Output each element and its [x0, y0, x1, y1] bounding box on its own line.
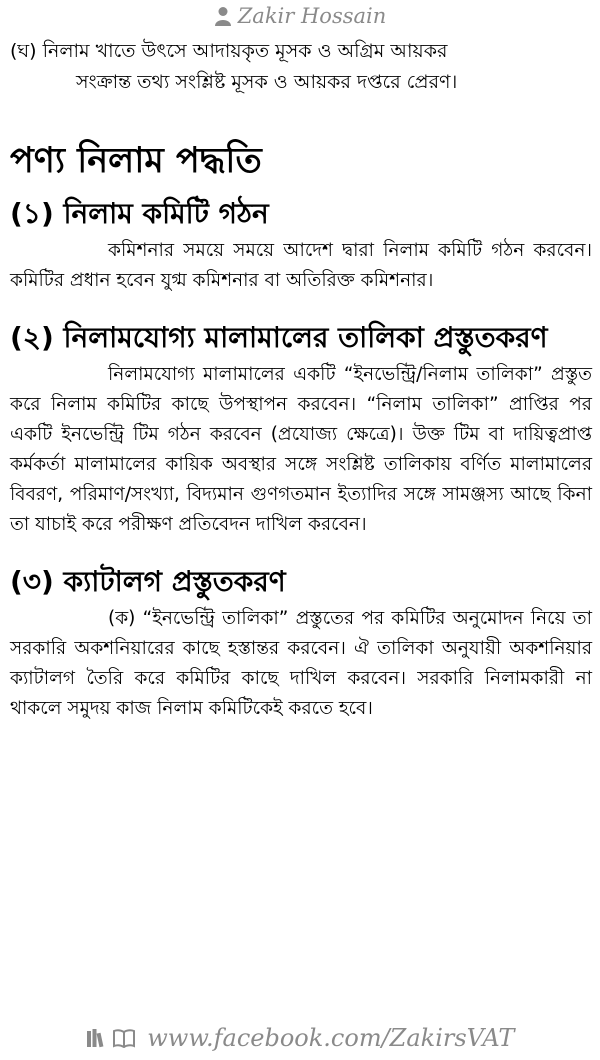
intro-paragraph [10, 36, 592, 98]
intro-line-1: (ঘ) নিলাম খাতে উৎসে আদায়কৃত মূসক ও অগ্রিম আয়কর [10, 40, 448, 62]
page-header [0, 4, 600, 31]
books-icon [86, 1026, 108, 1054]
section-body-2 [10, 360, 592, 540]
section-heading-1: (১) নিলাম কমিটি গঠন [10, 197, 269, 230]
section-text-1: কমিশনার সময়ে সময়ে আদেশ দ্বারা নিলাম কমিটি গঠন করবেন। কমিটির প্রধান হবেন যুগ্ম কমিশনার বা অতিরিক্ত কমিশনার। [10, 240, 592, 291]
author-name: Zakir Hossain [237, 4, 387, 28]
section-heading-3: (৩) ক্যাটালগ প্রস্তুতকরণ [10, 565, 286, 598]
document-page [10, 36, 592, 724]
page-title: পণ্য নিলাম পদ্ধতি [10, 141, 262, 181]
intro-line-2: সংক্রান্ত তথ্য সংশ্লিষ্ট মূসক ও আয়কর দপ্তরে প্রেরণ। [76, 71, 458, 93]
book-icon [112, 1026, 136, 1054]
section-body-3 [10, 604, 592, 724]
facebook-url: www.facebook.com/ZakirsVAT [147, 1024, 515, 1052]
page-footer [0, 1024, 600, 1054]
section-text-2: নিলামযোগ্য মালামালের একটি “ইনভেন্ট্রি/নিলাম তালিকা” প্রস্তুত করে নিলাম কমিটির কাছে উপস্থাপন করবেন। “নিলাম তালিকা” প্রাপ্তির পর একটি ইনভেন্ট্রি টিম গঠন করবেন (প্রযোজ্য ক্ষেত্রে)। উক্ত টিম বা দায়িত্বপ্রাপ্ত কর্মকর্তা মালামালের কায়িক অবস্থার সঙ্গে সংশ্লিষ্ট তালিকায় বর্ণিত মালামালের বিবরণ, পরিমাণ/সংখ্যা, বিদ্যমান গুণগতমান ইত্যাদির সঙ্গে সামঞ্জস্য আছে কিনা তা যাচাই করে পরীক্ষণ প্রতিবেদন দাখিল করবেন। [10, 364, 592, 535]
section-heading-2: (২) নিলামযোগ্য মালামালের তালিকা প্রস্তুতকরণ [10, 321, 548, 354]
section-text-3: (ক) “ইনভেন্ট্রি তালিকা” প্রস্তুতের পর কমিটির অনুমোদন নিয়ে তা সরকারি অকশনিয়ারের কাছে হস্তান্তর করবেন। ঐ তালিকা অনুযায়ী অকশনিয়ার ক্যাটালগ তৈরি করে কমিটির কাছে দাখিল করবেন। সরকারি নিলামকারী না থাকলে সমুদয় কাজ নিলাম কমিটিকেই করতে হবে। [10, 608, 592, 719]
section-body-1 [10, 236, 592, 296]
user-icon [214, 6, 232, 31]
